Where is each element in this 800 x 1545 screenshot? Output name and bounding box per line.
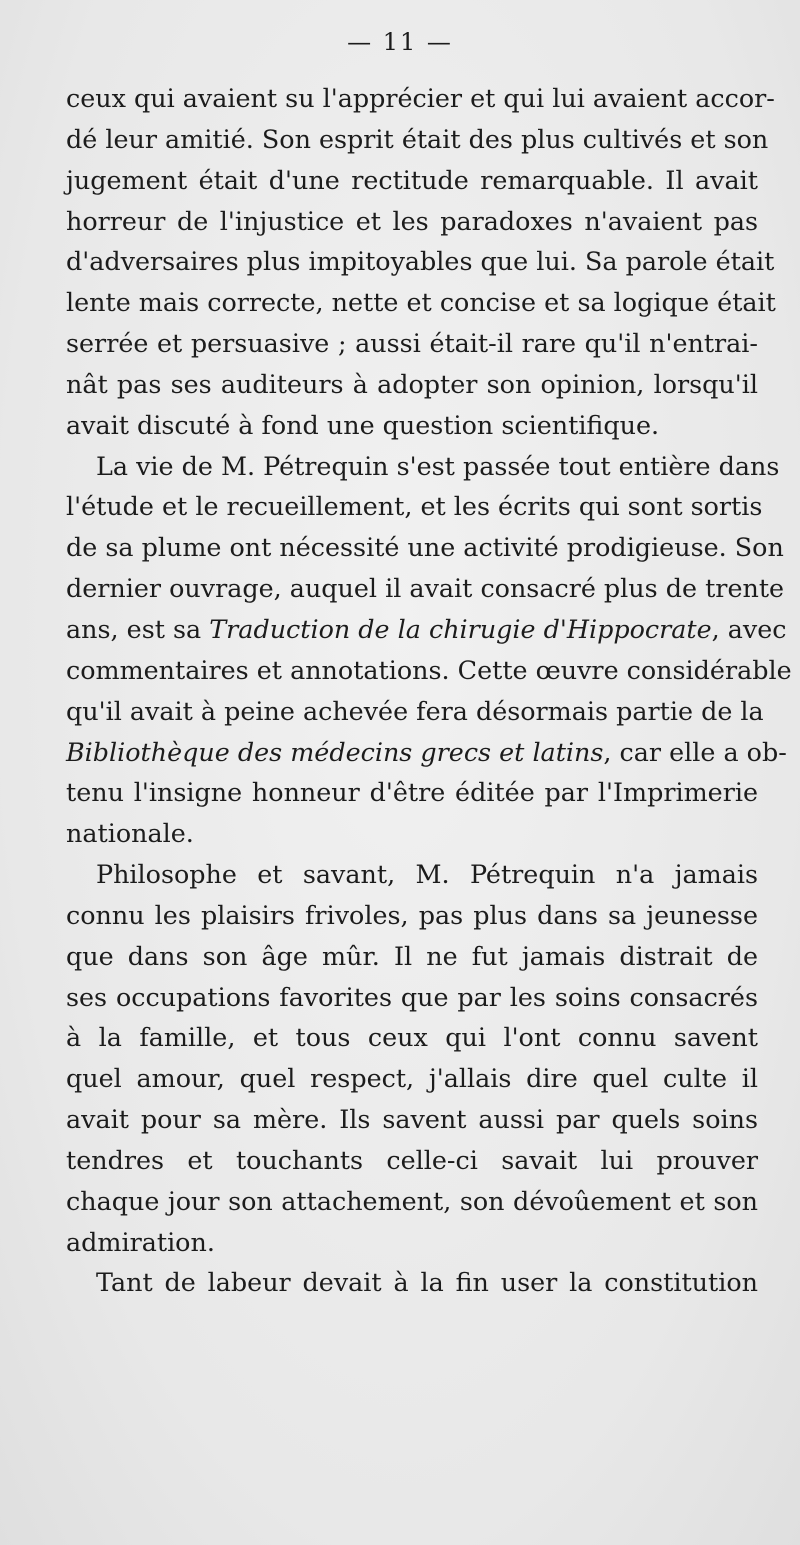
text-line: tendres et touchants celle-ci savait lui prouver	[66, 1144, 758, 1175]
text-line: ses occupations favorites que par les soins consacrés	[66, 981, 758, 1012]
text-line: avait pour sa mère. Ils savent aussi par quels soins	[66, 1104, 758, 1135]
text-line: admiration.	[66, 1226, 215, 1257]
paragraph-start-line: Philosophe et savant, M. Pétrequin n'a jamais	[96, 859, 758, 890]
text-line: dé leur amitié. Son esprit était des plus cultivés et son	[66, 123, 769, 154]
text-line: que dans son âge mûr. Il ne fut jamais distrait de	[66, 940, 758, 971]
line-prefix: ans, est sa	[66, 613, 210, 644]
line-suffix: , avec	[711, 613, 787, 644]
text-line-with-title	[66, 732, 787, 773]
collection-title-bibliotheque: Bibliothèque des médecins grecs et latins	[66, 736, 604, 767]
text-line: nationale.	[66, 818, 194, 849]
text-line: serrée et persuasive ; aussi était-il rare qu'il n'entrai-	[66, 328, 758, 359]
text-line: de sa plume ont nécessité une activité prodigieuse. Son	[66, 532, 784, 563]
text-line: nât pas ses auditeurs à adopter son opinion, lorsqu'il	[66, 368, 758, 399]
text-line: l'étude et le recueillement, et les écrits qui sont sortis	[66, 491, 763, 522]
text-line: commentaires et annotations. Cette œuvre considérable	[66, 654, 792, 685]
text-line: jugement était d'une rectitude remarquable. Il avait	[66, 164, 758, 195]
text-line: horreur de l'injustice et les paradoxes n'avaient pas	[66, 205, 758, 236]
line-suffix: , car elle a ob-	[603, 736, 787, 767]
work-title-hippocrate: Traduction de la chirugie d'Hippocrate	[209, 613, 712, 644]
text-line: d'adversaires plus impitoyables que lui. Sa parole était	[66, 246, 775, 277]
paragraph-start-line: La vie de M. Pétrequin s'est passée tout entière dans	[96, 450, 780, 481]
text-line: ceux qui avaient su l'apprécier et qui lui avaient accor-	[66, 83, 775, 113]
text-line: qu'il avait à peine achevée fera désormais partie de la	[66, 695, 764, 726]
text-line: connu les plaisirs frivoles, pas plus dans sa jeunesse	[66, 899, 758, 930]
text-line-with-title	[66, 609, 787, 650]
body-text	[66, 78, 792, 1303]
text-line: chaque jour son attachement, son dévoûement et son	[66, 1185, 758, 1216]
paragraph-start-line: Tant de labeur devait à la fin user la constitution	[96, 1267, 758, 1298]
text-line: quel amour, quel respect, j'allais dire quel culte il	[66, 1063, 758, 1094]
text-line: tenu l'insigne honneur d'être éditée par l'Imprimerie	[66, 777, 758, 808]
text-line: à la famille, et tous ceux qui l'ont connu savent	[66, 1022, 758, 1053]
text-line: avait discuté à fond une question scientifique.	[66, 409, 660, 440]
text-line: lente mais correcte, nette et concise et sa logique était	[66, 287, 776, 318]
text-line: dernier ouvrage, auquel il avait consacré plus de trente	[66, 573, 785, 604]
page-number: — 11 —	[347, 28, 453, 56]
